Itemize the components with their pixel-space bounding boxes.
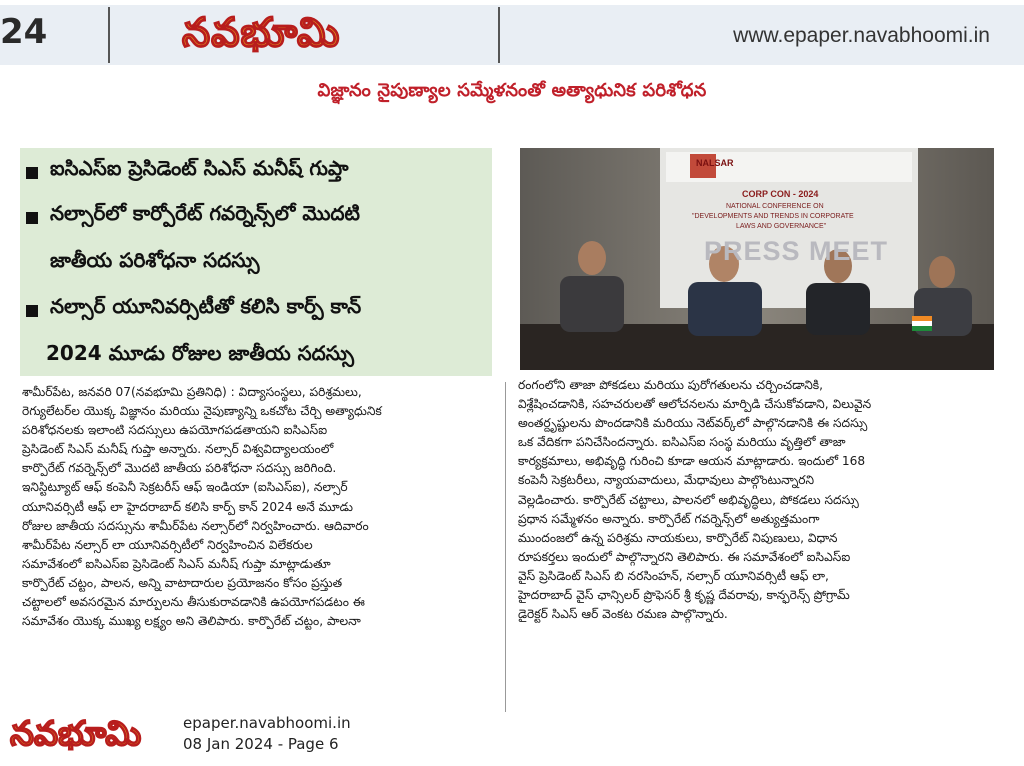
article-line: వెల్లడించారు. కార్పొరేట్ చట్టాలు, పాలనలో అభివృద్ధిలు, పోకడలు సదస్సు: [518, 492, 859, 507]
article-line: ఇనిస్టిట్యూట్ ఆఫ్ కంపెనీ సెక్రటరీస్ ఆఫ్ ఇండియా (ఐసిఎస్ఐ), నల్సార్: [22, 480, 348, 495]
article-line: ప్రెసిడెంట్ సిఎస్ మనీష్ గుప్తా అన్నారు. నల్సార్ విశ్వవిద్యాలయంలో: [22, 442, 334, 457]
banner-title: CORP CON - 2024: [742, 189, 819, 199]
newspaper-logo: నవభూమి: [182, 10, 341, 56]
article-line: ముందంజలో ఉన్న పరిశ్రమ నాయకులు, కార్పొరేట్ నిపుణులు, విధాన: [518, 530, 838, 545]
article-line: ప్రధాన సమ్మేళనం అన్నారు. కార్పొరేట్ గవర్నెన్స్‌లో అత్యుత్తమంగా: [518, 511, 820, 526]
press-meet-photo: [520, 148, 994, 370]
footer-url-link[interactable]: epaper.navabhoomi.in: [183, 714, 351, 732]
article-line: ఒక వేదికగా పనిచేసిందన్నారు. ఐసిఎస్ఐ సంస్థ మరియు వృత్తిలో తాజా: [518, 435, 846, 450]
banner-subtitle: NATIONAL CONFERENCE ON: [726, 203, 824, 210]
masthead-divider: [108, 7, 110, 63]
article-line: హైదరాబాద్ వైస్ ఛాన్సిలర్ ప్రొఫెసర్ శ్రీ కృష్ణ దేవరావు, కాన్ఫరెన్స్ ప్రోగ్రామ్: [518, 588, 850, 603]
article-line: శామీర్‌పేట నల్సార్ లా యూనివర్సిటీలో నిర్వహించిన విలేకరుల: [22, 537, 313, 552]
article-column-left: [22, 383, 492, 718]
epaper-url-link[interactable]: www.epaper.navabhoomi.in: [733, 24, 990, 47]
headline: విజ్ఞానం నైపుణ్యాల సమ్మేళనంతో అత్యాధునిక పరిశోధన: [317, 80, 707, 101]
article-line: రోజుల జాతీయ సదస్సును శామీర్‌పేట నల్సార్‌లో నిర్వహించారు. ఆదివారం: [22, 518, 369, 533]
banner-subtitle: "DEVELOPMENTS AND TRENDS IN CORPORATE: [692, 213, 854, 220]
subhead-line: జాతీయ పరిశోధనా సదస్సు: [50, 248, 260, 272]
bullet-square-icon: [26, 212, 38, 224]
subhead-line: నల్సార్ యూనివర్సిటీతో కలిసి కార్ప్ కాన్: [50, 294, 362, 318]
article-line: కార్పొరేట్ చట్టం, పాలన, అన్ని వాటాదారుల ప్రయోజనం కోసం ప్రస్తుత: [22, 575, 343, 590]
bullet-square-icon: [26, 305, 38, 317]
article-line: రంగంలోని తాజా పోకడలు మరియు పురోగతులను చర్చించడానికి,: [518, 378, 823, 392]
press-meet-banner: PRESS MEET: [704, 236, 889, 266]
article-line: సమావేశంలో ఐసిఎస్ఐ ప్రెసిడెంట్ సిఎస్ మనీష్ గుప్తా మాట్లాడుతూ: [22, 556, 331, 571]
article-column-right: [518, 376, 994, 706]
masthead-divider: [498, 7, 500, 63]
article-line: అంతర్దృష్టులను పొందడానికి మరియు నెట్‌వర్క్‌లో పాల్గొనడానికి ఈ సదస్సు: [518, 416, 868, 431]
article-line: చట్టాలలో అవసరమైన మార్పులను తీసుకురావడానికి ఉపయోగపడటం ఈ: [22, 595, 365, 610]
article-line: శామీర్‌పేట, జనవరి 07(నవభూమి ప్రతినిధి) : విద్యాసంస్థలు, పరిశ్రమలు,: [22, 385, 362, 399]
article-line: రెగ్యులేటర్‌ల యొక్క విజ్ఞానం మరియు నైపుణ్యాన్ని ఒకచోట చేర్చి అత్యాధునిక: [22, 404, 382, 419]
page-number: 24: [0, 12, 48, 52]
footer-logo: నవభూమి: [10, 714, 142, 754]
footer-date-page: 08 Jan 2024 - Page 6: [183, 735, 339, 753]
subhead-line: నల్సార్‌లో కార్పోరేట్ గవర్నెన్స్‌లో మొదటి: [50, 201, 360, 225]
article-line: విశ్లేషించడానికి, సహచరులతో ఆలోచనలను మార్పిడి చేసుకోవడాని, విలువైన: [518, 397, 872, 412]
article-line: డైరెక్టర్ సిఎస్ ఆర్ వెంకట రమణ పాల్గొన్నారు.: [518, 607, 728, 622]
article-line: పరిశోధనలకు ఇలాంటి సదస్సులు ఉపయోగపడతాయని ఐసిఎస్ఐ: [22, 423, 328, 438]
article-line: సమావేశం యొక్క ముఖ్య లక్ష్యం అని తెలిపారు. కార్పొరేట్ చట్టం, పాలనా: [22, 614, 361, 629]
subhead-line: 2024 మూడు రోజుల జాతీయ సదస్సు: [46, 341, 354, 365]
article-line: వైస్ ప్రెసిడెంట్ సిఎస్ బి నరసింహన్, నల్సార్ యూనివర్సిటీ ఆఫ్ లా,: [518, 568, 829, 583]
subhead-line: ఐసిఎస్ఐ ప్రెసిడెంట్ సిఎస్ మనీష్ గుప్తా: [50, 156, 349, 180]
subhead-box: [20, 148, 492, 376]
bullet-square-icon: [26, 167, 38, 179]
column-divider: [505, 382, 506, 712]
article-line: రూపకర్తలు ఇందులో పాల్గొన్నారని తెలిపారు. ఈ సమావేశంలో ఐసిఎస్ఐ: [518, 549, 851, 564]
article-line: యూనివర్సిటీ ఆఫ్ లా హైదరాబాద్ కలిసి కార్ప్ కాన్ 2024 అనే మూడు: [22, 499, 353, 514]
nalsar-banner-logo: NALSAR: [696, 158, 734, 168]
article-line: కార్పొరేట్ గవర్నెన్స్‌లో మొదటి జాతీయ పరిశోధనా సదస్సు జరిగింది.: [22, 461, 337, 476]
banner-subtitle: LAWS AND GOVERNANCE": [736, 223, 827, 230]
article-line: కంపెనీ సెక్రటరీలు, న్యాయవాదులు, మేధావులు పాల్గొంటున్నారని: [518, 473, 815, 488]
article-line: కార్యక్రమాలు, అభివృద్ధి గురించి కూడా ఆయన మాట్లాడారు. ఇందులో 168: [518, 454, 866, 469]
